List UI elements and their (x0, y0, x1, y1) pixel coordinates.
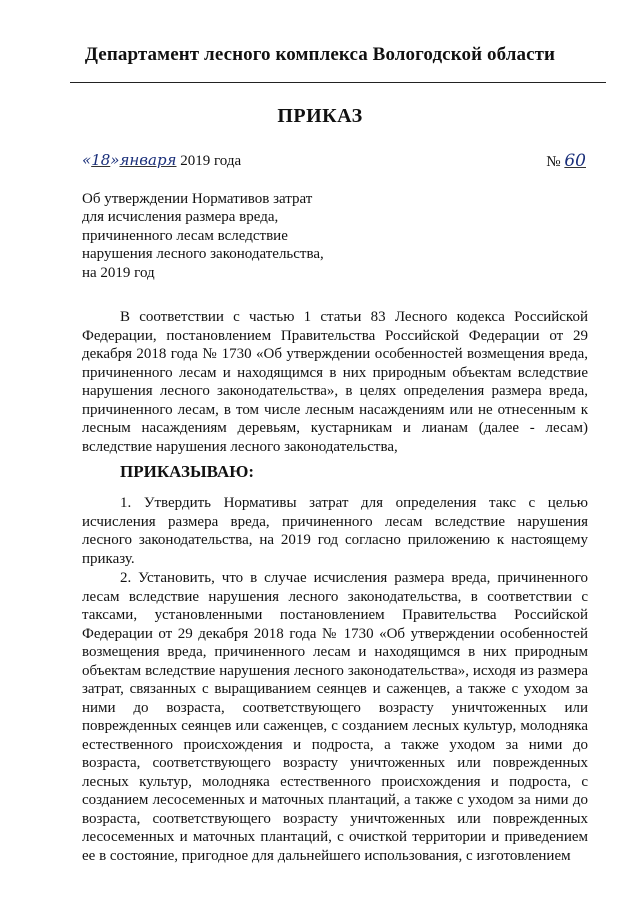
order-heading: ПРИКАЗЫВАЮ: (120, 462, 255, 481)
date-quote-open: « (82, 151, 92, 169)
number-value-handwritten: 60 (564, 151, 586, 171)
date-month-handwritten: января (119, 151, 177, 169)
subject-line: причиненного лесам вследствие (82, 227, 288, 244)
header-divider (70, 82, 606, 83)
subject-line: на 2019 год (82, 264, 155, 281)
date-quote-close: » (110, 151, 120, 169)
order-item-2: 2. Установить, что в случае исчисления размера вреда, причиненного лесам вследствие нарушения лесного законодательства, в соответствии с таксами, установленными постановлением Правительства Российской Федерации от 29 декабря 2018 года № 1730 «Об утверждении особенностей возмещения вреда, причиненного лесам и находящимся в них природным объектам вследствие нарушения лесного законодательства», исходя из размера затрат, связанных с выращиванием сеянцев и саженцев, а также с уходом за ними до возраста, соответствующего возрасту уничтоженных или поврежденных сеянцев или саженцев, с созданием лесных культур, молодняка естественного происхождения и подроста, а также уходом за ними до возраста, соответствующего возрасту уничтоженных или поврежденных лесных культур, молодняка естественного происхождения и подроста, с созданием лесосеменных и маточных плантаций, а также с уходом за ними до возраста, соответствующего возрасту уничтоженных или поврежденных лесосеменных и маточных плантаций, с очисткой территории и приведением ее в состояние, пригодное для дальнейшего использования, с изготовлением (82, 570, 588, 864)
number-label: № (546, 154, 565, 170)
date-day-handwritten: 18 (91, 151, 111, 169)
document-title: ПРИКАЗ (277, 105, 363, 127)
subject-line: Об утверждении Нормативов затрат (82, 191, 313, 207)
subject-line: нарушения лесного законодательства, (82, 246, 324, 263)
subject-line: для исчисления размера вреда, (82, 209, 279, 226)
document-subject (82, 190, 324, 282)
document-number (546, 151, 586, 171)
document-date (82, 151, 241, 170)
date-year: 2019 года (176, 153, 242, 169)
preamble-paragraph: В соответствии с частью 1 статьи 83 Лесного кодекса Российской Федерации, постановлением Правительства Российской Федерации от 29 декабря 2018 года № 1730 «Об утверждении особенностей возмещения вреда, причиненного лесам и находящимся в них природным объектам вследствие нарушения лесного законодательства», в целях определения размера вреда, причиненного лесам, в том числе лесным насаждениям или не отнесенным к лесным насаждениям деревьям, кустарникам и лианам (далее - лесам) вследствие нарушения лесного законодательства, (82, 309, 588, 455)
order-item-1: 1. Утвердить Нормативы затрат для определения такс с целью исчисления размера вреда, причиненного лесам вследствие нарушения лесного законодательства, на 2019 год согласно приложению к настоящему приказу. (82, 495, 588, 567)
organization-name: Департамент лесного комплекса Вологодской области (84, 44, 556, 65)
